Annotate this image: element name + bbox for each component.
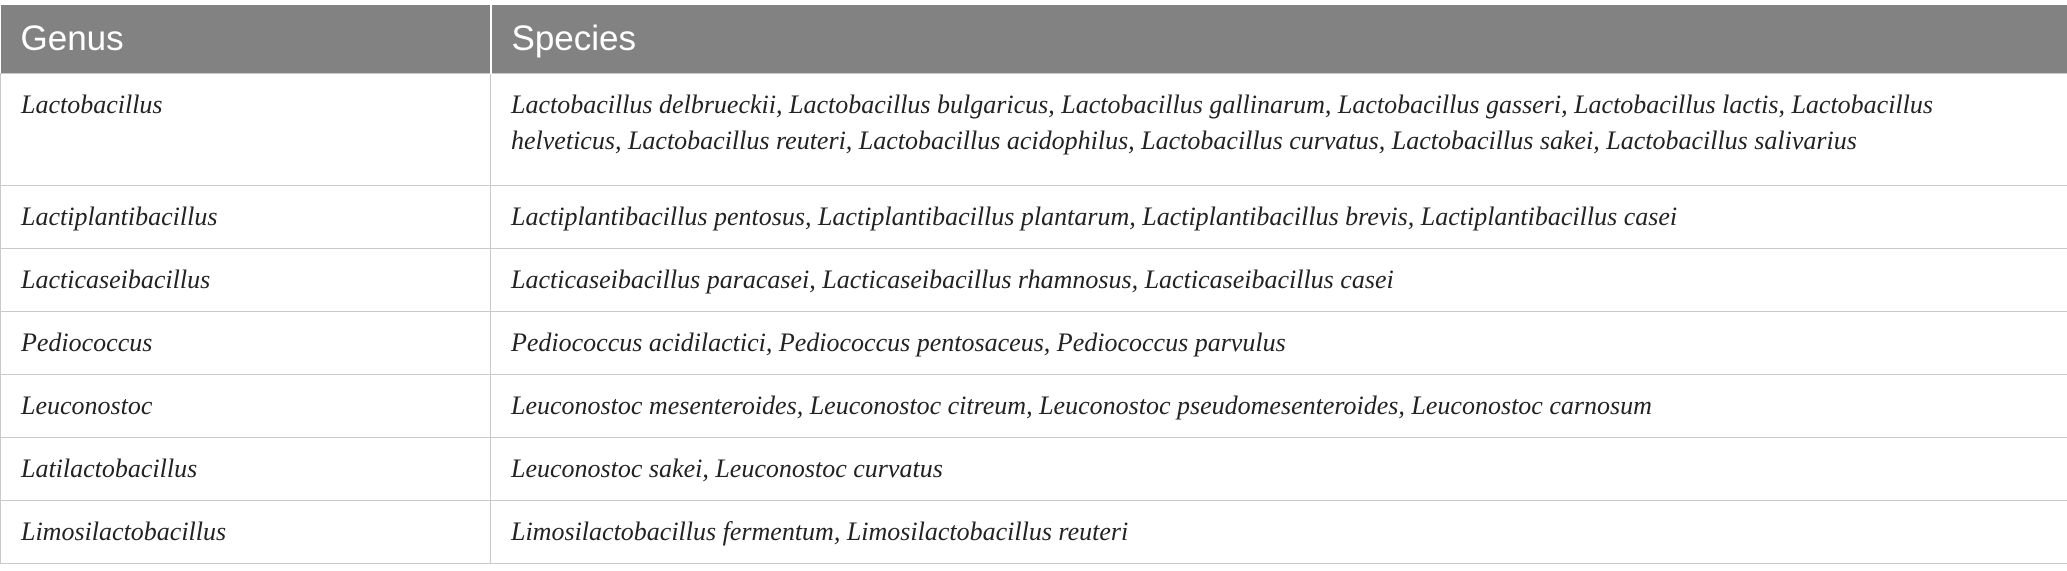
- species-cell: Pediococcus acidilactici, Pediococcus pentosaceus, Pediococcus parvulus: [491, 311, 2067, 374]
- table-row: [1, 73, 2067, 185]
- table-row: [1, 500, 2067, 563]
- genus-species-table-container: [0, 5, 2067, 564]
- table-row: [1, 248, 2067, 311]
- genus-species-table: [0, 5, 2067, 564]
- genus-cell: Pediococcus: [1, 311, 491, 374]
- table-header: [1, 5, 2067, 73]
- header-genus: Genus: [1, 5, 491, 73]
- species-cell: Leuconostoc sakei, Leuconostoc curvatus: [491, 437, 2067, 500]
- genus-cell: Lactiplantibacillus: [1, 185, 491, 248]
- table-row: [1, 437, 2067, 500]
- genus-cell: Latilactobacillus: [1, 437, 491, 500]
- species-cell: Lactiplantibacillus pentosus, Lactiplantibacillus plantarum, Lactiplantibacillus brevis, Lactiplantibacillus casei: [491, 185, 2067, 248]
- table-row: [1, 311, 2067, 374]
- header-row: [1, 5, 2067, 73]
- genus-cell: Lacticaseibacillus: [1, 248, 491, 311]
- genus-cell: Limosilactobacillus: [1, 500, 491, 563]
- species-cell: Lacticaseibacillus paracasei, Lacticaseibacillus rhamnosus, Lacticaseibacillus casei: [491, 248, 2067, 311]
- genus-cell: Lactobacillus: [1, 73, 491, 185]
- species-cell: Leuconostoc mesenteroides, Leuconostoc citreum, Leuconostoc pseudomesenteroides, Leuconostoc carnosum: [491, 374, 2067, 437]
- table-row: [1, 374, 2067, 437]
- genus-cell: Leuconostoc: [1, 374, 491, 437]
- species-cell: Lactobacillus delbrueckii, Lactobacillus bulgaricus, Lactobacillus gallinarum, Lactobacillus gasseri, Lactobacillus lactis, Lactobacillus helveticus, Lactobacillus reuteri, Lactobacillus acidophilus, Lactobacillus curvatus, Lactobacillus sakei, Lactobacillus salivarius: [491, 73, 2067, 185]
- table-body: [1, 73, 2067, 563]
- header-species: Species: [491, 5, 2067, 73]
- table-row: [1, 185, 2067, 248]
- species-cell: Limosilactobacillus fermentum, Limosilactobacillus reuteri: [491, 500, 2067, 563]
